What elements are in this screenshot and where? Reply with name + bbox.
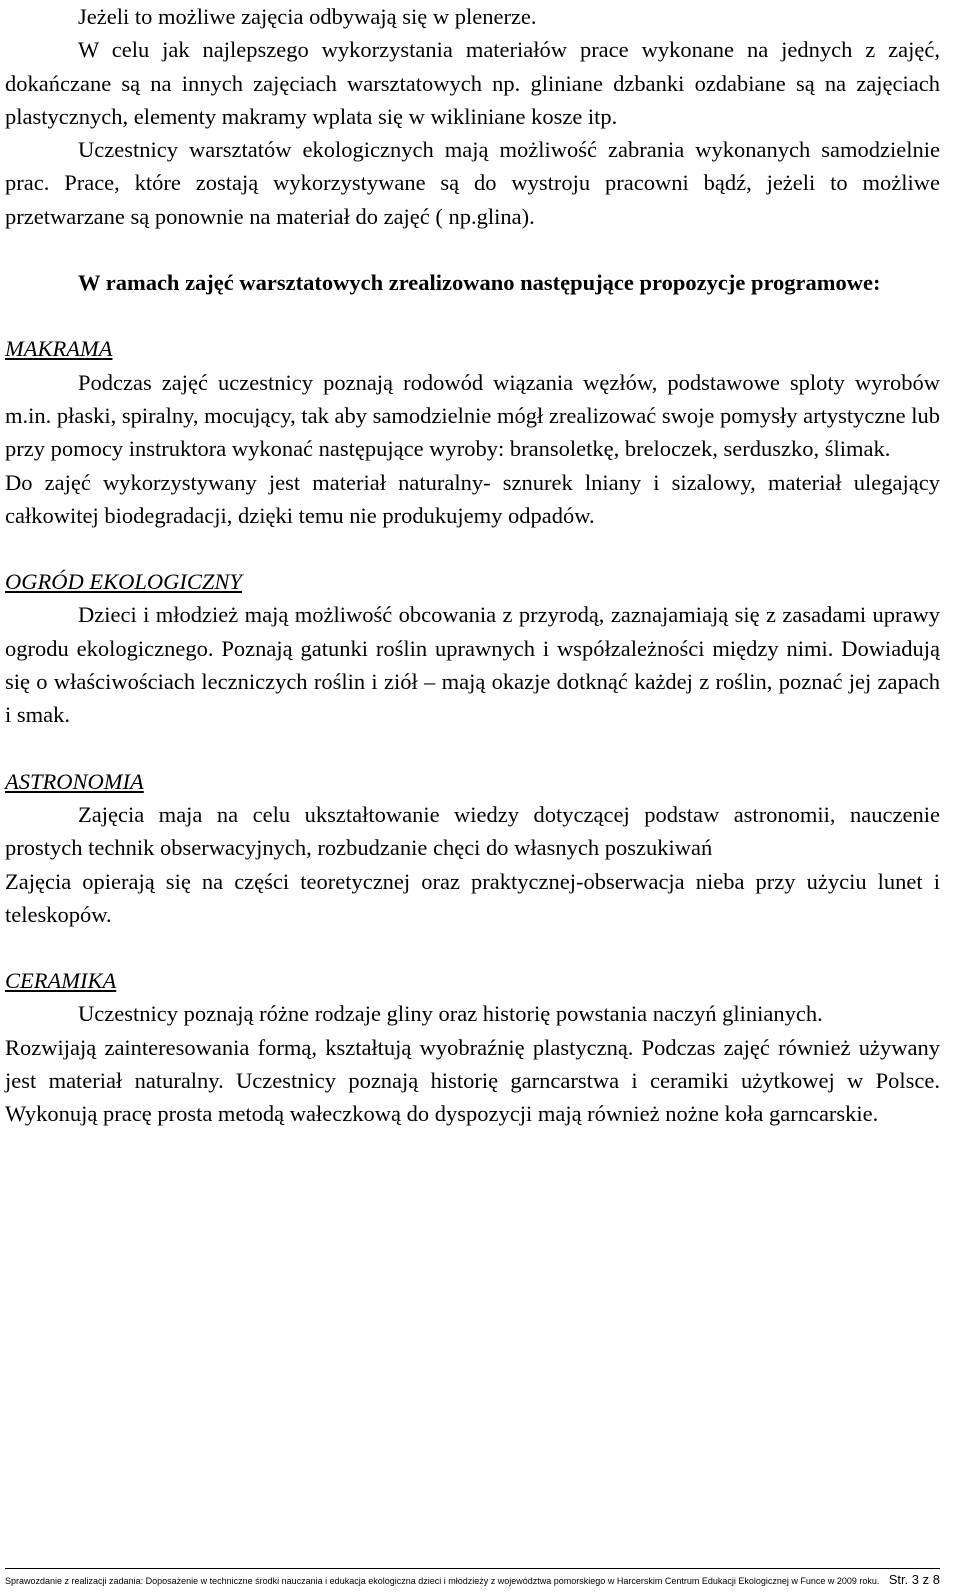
document-page (5, 0, 940, 1131)
footer-text: Sprawozdanie z realizacji zadania: Doposażenie w techniczne środki nauczania i edukacja ekologiczna dzieci i młodzieży z województwa pomorskiego w Harcerskim Centrum Edukacji Ekologicznej w Funce w 2009 roku. (5, 1576, 880, 1586)
ceramika-paragraph-1: Uczestnicy poznają różne rodzaje gliny oraz historię powstania naczyń glinianych. (78, 1001, 823, 1027)
ogrod-paragraph-1: Dzieci i młodzież mają możliwość obcowania z przyrodą, zaznajamiają się z zasadami uprawy ogrodu ekologicznego. Poznają gatunki roślin uprawnych i współzależności między nimi. Dowiadują się o właściwościach leczniczych roślin i ziół – mają okazje dotknąć każdej z roślin, poznać jej zapach i smak. (5, 602, 940, 728)
intro-paragraph-2: W celu jak najlepszego wykorzystania materiałów prace wykonane na jednych z zajęć, dokańczane są na innych zajęciach warsztatowych np. gliniane dzbanki ozdabiane są na zajęciach plastycznych, elementy makramy wplata się w wikliniane kosze itp. (5, 37, 940, 129)
astronomia-paragraph-2: Zajęcia opierają się na części teoretycznej oraz praktycznej-obserwacja nieba przy użyciu lunet i teleskopów. (5, 868, 940, 927)
intro-paragraph-1: Jeżeli to możliwe zajęcia odbywają się w plenerze. (78, 4, 537, 29)
section-title-makrama: MAKRAMA (5, 336, 113, 362)
astronomia-paragraph-1: Zajęcia maja na celu ukształtowanie wiedzy dotyczącej podstaw astronomii, nauczenie prostych technik obserwacyjnych, rozbudzanie chęci do własnych poszukiwań (5, 801, 940, 861)
section-title-ogrod: OGRÓD EKOLOGICZNY (5, 569, 242, 595)
makrama-paragraph-2: Do zajęć wykorzystywany jest materiał naturalny- sznurek lniany i sizalowy, materiał ulegający całkowitej biodegradacji, dzięki temu nie produkujemy odpadów. (5, 469, 940, 528)
section-title-astronomia: ASTRONOMIA (5, 768, 144, 794)
page-number: Str. 3 z 8 (888, 1572, 940, 1587)
ceramika-paragraph-2: Rozwijają zainteresowania formą, kształtują wyobraźnię plastyczną. Podczas zajęć również używany jest materiał naturalny. Uczestnicy poznają historię garncarstwa i ceramiki użytkowej w Polsce. Wykonują pracę prosta metodą wałeczkową do dyspozycji mają również nożne koła garncarskie. (5, 1034, 940, 1127)
section-title-ceramika: CERAMIKA (5, 968, 117, 994)
intro-paragraph-3: Uczestnicy warsztatów ekologicznych mają możliwość zabrania wykonanych samodzielnie prac. Prace, które zostają wykorzystywane są do wystroju pracowni bądź, jeżeli to możliwe przetwarzane są ponownie na materiał do zajęć ( np.glina). (5, 137, 940, 229)
makrama-paragraph-1: Podczas zajęć uczestnicy poznają rodowód wiązania węzłów, podstawowe sploty wyrobów m.in. płaski, spiralny, mocujący, tak aby samodzielnie mógł zrealizować swoje pomysły artystyczne lub przy pomocy instruktora wykonać następujące wyroby: bransoletkę, breloczek, serduszko, ślimak. (5, 369, 940, 462)
programme-heading: W ramach zajęć warsztatowych zrealizowano następujące propozycje programowe: (78, 270, 881, 296)
page-footer (5, 1568, 940, 1587)
